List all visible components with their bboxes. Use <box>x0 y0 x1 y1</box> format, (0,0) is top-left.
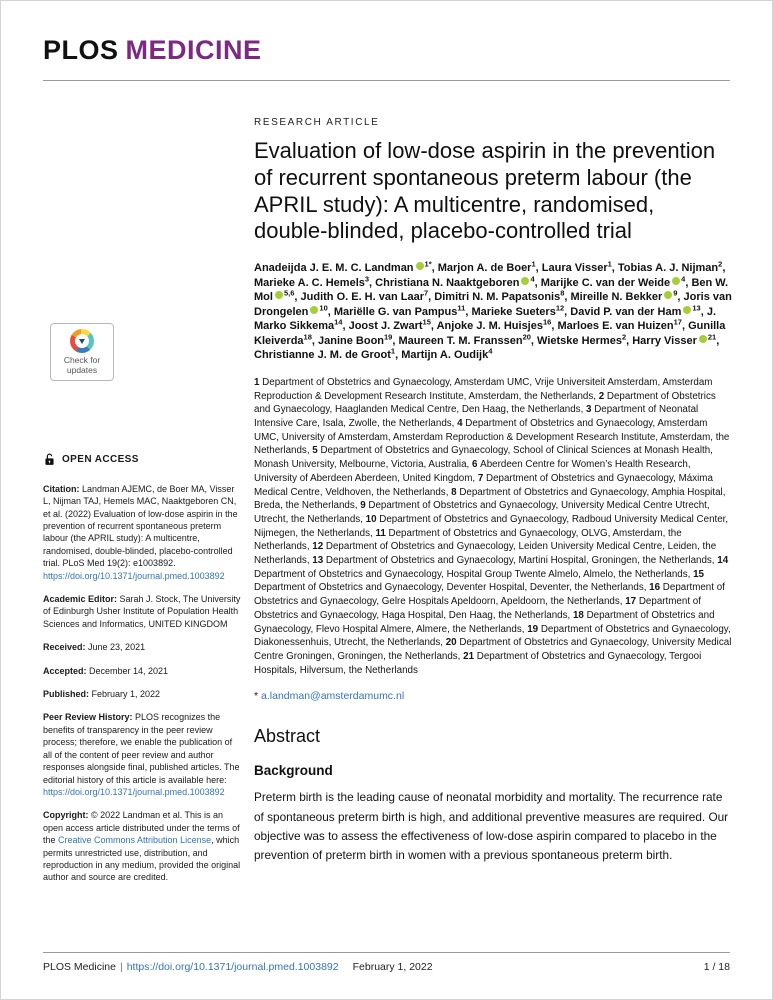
correspondence-email-link[interactable]: a.landman@amsterdamumc.nl <box>261 690 405 703</box>
orcid-icon[interactable] <box>664 291 672 299</box>
affiliation-number: 21 <box>463 650 477 662</box>
check-updates-line1: Check for <box>63 354 101 365</box>
affiliation-number: 8 <box>451 486 460 498</box>
accepted-block <box>43 665 241 677</box>
author-affiliation-ref: 4 <box>530 274 535 284</box>
peer-review-text: PLOS recognizes the benefits of transparency in the peer review process; therefore, we enable the publication of all of the content of peer review and author responses alongside final, published articles. The editorial history of this article is available here: <box>43 712 240 785</box>
affiliation-number: 20 <box>445 637 460 649</box>
author: Joost J. Zwart$^{15}$, <box>348 317 437 333</box>
author-affiliation-ref: 7 <box>424 288 429 298</box>
author: Mariëlle G. van Pampus$^{11}$, <box>333 303 472 318</box>
peer-review-doi-link[interactable]: https://doi.org/10.1371/journal.pmed.1003892 <box>43 786 225 797</box>
citation-block <box>43 483 241 582</box>
check-for-updates-label <box>64 356 100 376</box>
article-type-kicker: RESEARCH ARTICLE <box>254 117 380 128</box>
affiliation-number: 14 <box>717 555 729 567</box>
orcid-icon[interactable] <box>310 306 318 314</box>
affiliation-number: 5 <box>312 445 321 457</box>
author: Laura Visser$^1$, <box>541 259 618 275</box>
author-affiliation-ref: 16 <box>542 317 552 327</box>
check-for-updates-button[interactable] <box>50 323 114 381</box>
author: Marieke Sueters$^{12}$, <box>471 303 571 318</box>
published-date: February 1, 2022 <box>89 689 161 700</box>
author-affiliation-ref: 2 <box>621 332 627 342</box>
orcid-icon[interactable] <box>683 306 691 314</box>
citation-text: Landman AJEMC, de Boer MA, Visser L, Nijman TAJ, Hemels MAC, Naaktgeboren CN, et al. (2022) Evaluation of low-dose aspirin in the prevention of recurrent spontaneous preterm labour (the APRIL study): A multicentre, randomised, double-blinded, placebo-controlled trial. PLoS Med 19(2): e1003892. <box>43 483 238 569</box>
author-affiliation-ref: 1 <box>607 259 612 269</box>
affiliation-number: 11 <box>375 527 389 539</box>
author-affiliation-ref: 15 <box>422 317 431 327</box>
author-affiliation-ref: 4 <box>488 346 493 356</box>
author-list <box>254 261 732 363</box>
author-affiliation-ref: 4 <box>681 274 686 284</box>
academic-editor-block <box>43 593 241 630</box>
open-access-label: OPEN ACCESS <box>62 454 139 465</box>
affiliation-number: 13 <box>312 555 326 567</box>
affiliation-number: 17 <box>625 596 639 608</box>
affiliation-number: 6 <box>472 459 481 471</box>
header-divider <box>43 80 730 81</box>
cc-license-link[interactable]: Creative Commons Attribution License <box>58 835 212 846</box>
correspondence-marker: * <box>254 690 259 703</box>
author: Marloes E. van Huizen$^{17}$, <box>557 317 689 333</box>
footer-journal-name: PLOS Medicine <box>43 961 116 973</box>
affiliation-number: 10 <box>365 513 380 525</box>
author: Gunilla Kleiverda$^{18}$, <box>254 320 726 347</box>
background-paragraph: Preterm birth is the leading cause of neonatal morbidity and mortality. The recurrence rate of spontaneous preterm birth is high, and additional preventive measures are required. Our objective was to assess the effectiveness of low-dose aspirin compared to placebo in the prevention of preterm birth in women with a previous spontaneous preterm birth. <box>254 790 729 862</box>
footer-date: February 1, 2022 <box>352 961 433 973</box>
footer-left <box>43 961 433 973</box>
author: Christiana N. Naaktgeboren $^4$, <box>375 274 541 289</box>
crossmark-icon <box>70 329 94 353</box>
received-label: Received: <box>43 642 86 653</box>
abstract-heading: Abstract <box>254 726 321 747</box>
orcid-icon[interactable] <box>416 262 424 270</box>
orcid-icon[interactable] <box>521 277 529 285</box>
author-affiliation-ref: 2 <box>718 259 723 269</box>
author: Mireille N. Bekker $^9$, <box>570 288 684 304</box>
author: Marijke C. van der Weide $^4$, <box>540 274 692 289</box>
author: Maureen T. M. Franssen$^{20}$, <box>398 332 538 347</box>
author-affiliation-ref: 11 <box>457 303 466 313</box>
author-affiliation-ref: 8 <box>560 288 565 298</box>
author-affiliation-ref: 10 <box>319 303 328 313</box>
author: Anadeijda J. E. M. C. Landman $^{1*}$, <box>254 259 438 275</box>
author: Ben W. Mol $^{5,6}$, <box>254 276 729 304</box>
affiliation-number: 4 <box>457 418 466 430</box>
open-access-row <box>43 453 241 467</box>
author: Marjon A. de Boer$^1$, <box>437 259 542 275</box>
accepted-date: December 14, 2021 <box>86 665 169 676</box>
author-affiliation-ref: 19 <box>384 332 393 342</box>
author-affiliation-ref: 1* <box>424 259 432 269</box>
author: Tobias A. J. Nijman$^2$, <box>617 259 726 275</box>
author-affiliation-ref: 9 <box>673 288 678 298</box>
author: Harry Visser $^{21}$, <box>632 332 720 347</box>
affiliation-number: 7 <box>477 472 487 484</box>
peer-review-block <box>43 711 241 798</box>
copyright-block <box>43 809 241 883</box>
author-affiliation-ref: 12 <box>555 303 565 313</box>
copyright-text-after: , which permits unrestricted use, distribution, and reproduction in any medium, provided the original author and source are credited. <box>43 835 241 883</box>
affiliation-number: 19 <box>527 623 541 635</box>
author-affiliation-ref: 21 <box>707 332 717 342</box>
received-block <box>43 641 241 653</box>
received-date: June 23, 2021 <box>85 642 146 653</box>
affiliation-number: 1 <box>254 376 263 388</box>
journal-logo-text: MEDICINE <box>125 35 262 65</box>
affiliation-number: 16 <box>649 582 663 594</box>
academic-editor-text: Sarah J. Stock, The University of Edinburgh Usher Institute of Population Health Sciences and Informatics, UNITED KINGDOM <box>43 594 241 629</box>
author: Janine Boon$^{19}$, <box>318 332 399 347</box>
copyright-label: Copyright: <box>43 810 89 821</box>
author-affiliation-ref: 13 <box>692 303 701 313</box>
article-main-column <box>254 117 732 865</box>
correspondence-line <box>254 690 732 702</box>
orcid-icon[interactable] <box>699 335 707 343</box>
author-affiliation-ref: 14 <box>334 317 343 327</box>
author: Joris van Drongelen $^{10}$, <box>254 291 732 318</box>
affiliation-number: 18 <box>572 609 587 621</box>
footer-separator: | <box>119 961 123 973</box>
affiliation-number: 2 <box>598 390 607 402</box>
author-affiliation-ref: 20 <box>522 332 531 342</box>
accepted-label: Accepted: <box>43 665 87 676</box>
journal-masthead <box>43 35 262 66</box>
author: Anjoke J. M. Huisjes$^{16}$, <box>436 317 558 333</box>
author: Dimitri N. M. Papatsonis$^8$, <box>434 288 571 304</box>
author-affiliation-ref: 3 <box>364 274 370 284</box>
affiliation-number: 12 <box>312 541 326 553</box>
author-affiliation-ref: 17 <box>673 317 682 327</box>
author-affiliation-ref: 5,6 <box>283 288 295 298</box>
author: Judith O. E. H. van Laar$^7$, <box>300 288 435 304</box>
article-title: Evaluation of low-dose aspirin in the prevention of recurrent spontaneous preterm labour (the APRIL study): A multicentre, randomised, double-blinded, placebo-controlled trial <box>254 138 716 244</box>
page-number: 1 / 18 <box>703 961 730 973</box>
orcid-icon[interactable] <box>672 277 680 285</box>
affiliation-list: 1 Department of Obstetrics and Gynaecology, Amsterdam UMC, Vrije Universiteit Amsterdam, Amsterdam Reproduction & Development Research Institute, Amsterdam, the Netherlands, 2 Department of Obstetrics and Gynaecology, Haaglanden Medical Centre, Den Haag, the Netherlands, 3 Department of Neonatal Intensive Care, Isala, Zwolle, the Netherlands, 4 Department of Obstetrics and Gynaecology, Amsterdam UMC, University of Amsterdam, Amsterdam Reproduction & Development Research Institute, Amsterdam, the Netherlands, 5 Department of Obstetrics and Gynaecology, School of Clinical Sciences at Monash Health, Monash University, Melbourne, Victoria, Australia, 6 Aberdeen Centre for Women’s Health Research, University of Aberdeen Aberdeen, United Kingdom, 7 Department of Obstetrics and Gynaecology, Máxima Medical Centre, Veldhoven, the Netherlands, 8 Department of Obstetrics and Gynaecology, Amphia Hospital, Breda, the Netherlands, 9 Department of Obstetrics and Gynaecology, University Medical Centre Utrecht, Utrecht, the Netherlands, 10 Department of Obstetrics and Gynaecology, Radboud University Medical Center, Nijmegen, the Netherlands, 11 Department of Obstetrics and Gynaecology, OLVG, Amsterdam, the Netherlands, 12 Department of Obstetrics and Gynaecology, Leiden University Medical Centre, Leiden, the Netherlands, 13 Department of Obstetrics and Gynaecology, Martini Hospital, Groningen, the Netherlands, 14 Department of Obstetrics and Gynaecology, Hospital Group Twente Almelo, Almelo, the Netherlands, 15 Department of Obstetrics and Gynaecology, Deventer Hospital, Deventer, the Netherlands, 16 Department of Obstetrics and Gynaecology, Gelre Hospitals Apeldoorn, Apeldoorn, the Netherlands, 17 Department of Obstetrics and Gynaecology, Haga Hospital, Den Haag, the Netherlands, 18 Department of Obstetrics and Gynaecology, Flevo Hospital Almere, Almere, the Netherlands, 19 Department of Obstetrics and Gynaecology, Diakonessenhuis, Utrecht, the Netherlands, 20 Department of Obstetrics and Gynaecology, University Medical Centre Groningen, Groningen, the Netherlands, 21 Department of Obstetrics and Gynaecology, Tergooi Hospitals, Hilversum, the Netherlands <box>254 376 732 676</box>
background-heading: Background <box>254 763 333 779</box>
plos-logo-text: PLOS <box>43 35 119 65</box>
affiliation-number: 15 <box>693 568 704 580</box>
author: J. Marko Sikkema$^{14}$, <box>254 305 717 333</box>
author: Marieke A. C. Hemels$^3$, <box>254 274 376 289</box>
author: David P. van der Ham $^{13}$, <box>570 303 707 318</box>
article-metadata-sidebar <box>43 453 241 895</box>
page-footer <box>43 961 730 973</box>
academic-editor-label: Academic Editor: <box>43 594 118 605</box>
author: Martijn A. Oudijk$^4$ <box>401 346 493 362</box>
check-updates-line2: updates <box>66 364 98 375</box>
affiliation-number: 3 <box>586 404 595 416</box>
open-lock-icon <box>43 453 56 466</box>
citation-doi-link[interactable]: https://doi.org/10.1371/journal.pmed.1003892 <box>43 570 225 581</box>
published-label: Published: <box>43 689 90 700</box>
citation-label: Citation: <box>43 483 80 494</box>
footer-divider <box>43 952 730 953</box>
orcid-icon[interactable] <box>275 291 283 299</box>
published-block <box>43 688 241 700</box>
copyright-text-before: © 2022 Landman et al. This is an open access article distributed under the terms of the <box>43 810 240 846</box>
affiliation-number: 9 <box>360 500 369 512</box>
author-affiliation-ref: 1 <box>531 259 536 269</box>
author: Wietske Hermes$^2$, <box>537 332 633 347</box>
peer-review-label: Peer Review History: <box>43 712 133 723</box>
footer-doi-link[interactable]: https://doi.org/10.1371/journal.pmed.1003892 <box>126 961 339 973</box>
author-affiliation-ref: 18 <box>303 332 312 342</box>
author: Christianne J. M. de Groot$^1$, <box>254 346 402 362</box>
author-affiliation-ref: 1 <box>390 346 396 356</box>
